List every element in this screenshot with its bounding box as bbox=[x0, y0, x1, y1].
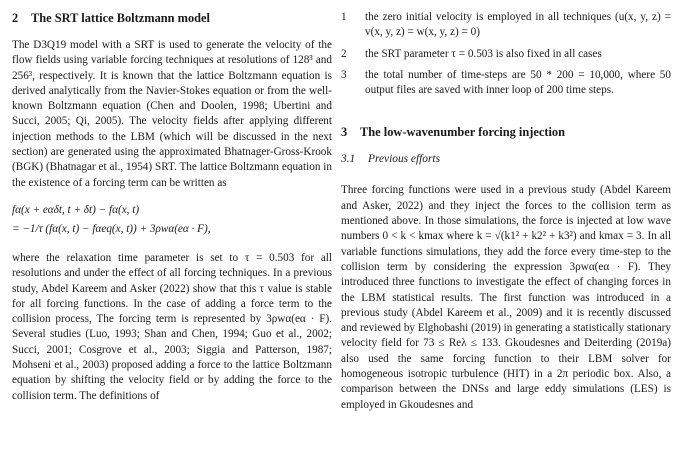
list-number: 3 bbox=[341, 68, 347, 81]
list-item bbox=[341, 68, 671, 99]
section-2-heading bbox=[12, 10, 332, 26]
section-3-heading bbox=[341, 124, 671, 140]
section-title: The low-wavenumber forcing injection bbox=[360, 125, 566, 140]
list-text: the zero initial velocity is employed in all techniques (u(x, y, z) = v(x, y, z) = w(x, y, z) = 0) bbox=[365, 11, 671, 39]
equation-line: fα(x + eαδt, t + δt) − fα(x, t) bbox=[12, 203, 140, 216]
lbm-equation bbox=[12, 201, 332, 239]
paragraph: The D3Q19 model with a SRT is used to generate the velocity of the flow fields using variable forcing techniques at resolutions of 128³ and 256³, respectively. It is known that the lattice Boltzmann equation is derived analytically from the Navier-Stokes equation or from the well-known Boltzmann equation (Chen and Doolen, 1998; Ubertini and Succi, 2005; Qi, 2005). The velocity fields after applying different injection methods to the LBM (which will be discussed in the next section) are generated using the approximated Bhatnager-Gross-Krook (BGK) (Bhatnagar et al., 1954) SRT. The lattice Boltzmann equation in the existence of a forcing term can be written as bbox=[12, 39, 332, 189]
subsection-number: 3.1 bbox=[341, 153, 356, 166]
subsection-heading bbox=[341, 152, 671, 167]
numbered-list bbox=[341, 10, 671, 98]
section-title: The SRT lattice Boltzmann model bbox=[31, 11, 210, 25]
left-column bbox=[12, 0, 332, 404]
list-text: the SRT parameter τ = 0.503 is also fixed in all cases bbox=[365, 47, 602, 60]
list-number: 1 bbox=[341, 11, 347, 23]
list-item bbox=[341, 47, 671, 62]
paragraph: Three forcing functions were used in a previous study (Abdel Kareem and Asker, 2022) and they inject the forces to the collision term as mentioned above. In those simulations, the force is injected at low wave numbers 0 < k < kmax where k = √(k1² + k2² + k3²) and kmax = 3. In all variable functions simulations, they add the force every time-step to the collision term by considering the expression 3ρwα(eα · F). They introduced three functions to investigate the effect of changing forces in the LBM statistical results. The first function was introduced in a previous study (Abdel Kareem et al., 2009) and it is recently discussed and reviewed by Elghobashi (2019) in generating a statistically stationary velocity field for 73 ≤ Reλ ≤ 133. Gkoudesnes and Deiterding (2019a) also used the same forcing function to their LBM solver for homogeneous isotropic turbulence (HIT) in a 2π periodic box. Also, a comparison between the DNSs and large eddy simulations (LES) is employed in Gkoudesnes and bbox=[341, 184, 671, 411]
list-text: the total number of time-steps are 50 * 200 = 10,000, where 50 output files are saved with inner loop of 200 time steps. bbox=[365, 68, 671, 97]
section-number: 3 bbox=[341, 125, 348, 140]
subsection-title: Previous efforts bbox=[368, 153, 441, 166]
list-item bbox=[341, 10, 671, 41]
list-number: 2 bbox=[341, 47, 347, 60]
right-column bbox=[341, 0, 671, 413]
equation-line: = −1/τ (fα(x, t) − fαeq(x, t)) + 3ρwα(eα · F), bbox=[12, 222, 211, 235]
section-number: 2 bbox=[12, 11, 19, 25]
paragraph: where the relaxation time parameter is set to τ = 0.503 for all resolutions and under the effect of all forcing techniques. In a previous study, Abdel Kareem and Asker (2022) show that this τ value is stable for all forcing functions. In the case of adding a force term to the collision process, The forcing term is represented by 3ρwα(eα · F). Several studies (Luo, 1993; Shan and Chen, 1994; Guo et al., 2002; Succi, 2001; Cosgrove et al., 2003; Siggia and Patterson, 1987; Mohseni et al., 2003) proposed adding a force to the lattice Boltzmann equation by shifting the velocity field or by adding the force to the collision term. The definitions of bbox=[12, 251, 332, 402]
